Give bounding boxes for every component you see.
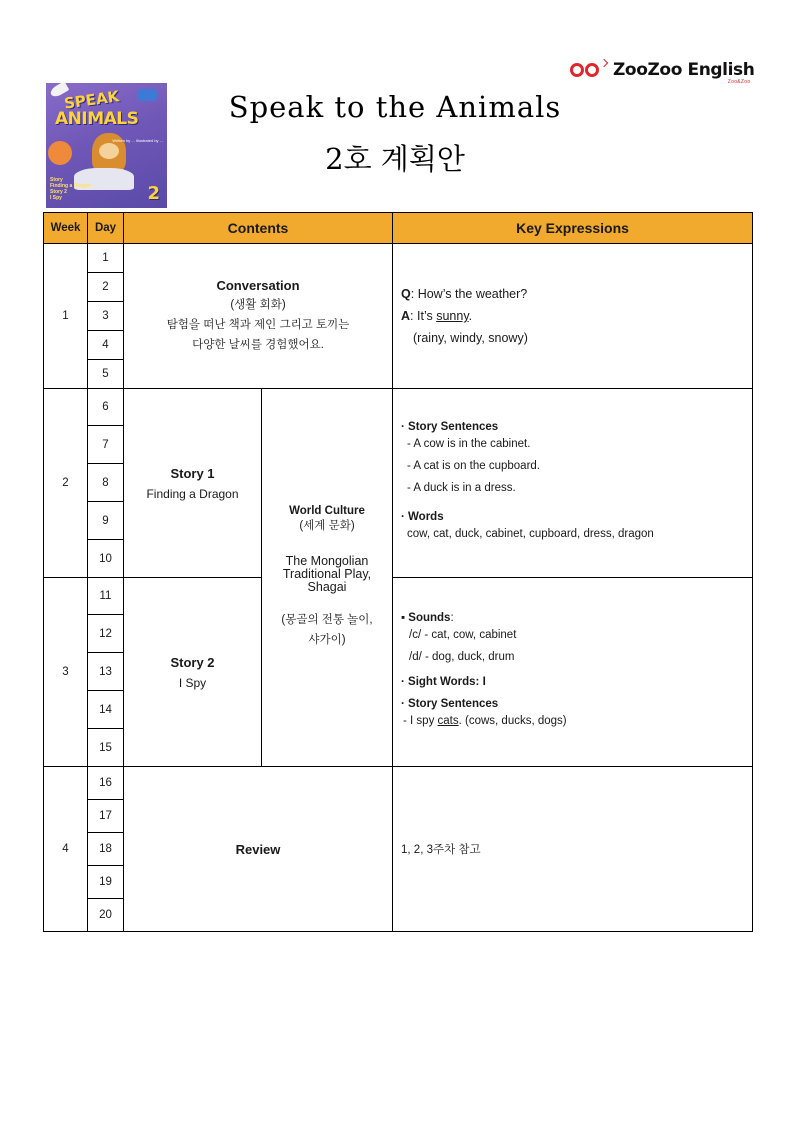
story1-subtitle: Finding a Dragon: [146, 486, 239, 501]
table-row: [44, 244, 753, 273]
story-sentences-heading: · Story Sentences: [401, 421, 499, 433]
table-row: [44, 767, 753, 800]
cover-number: 2: [147, 183, 160, 204]
character-face-icon: [99, 143, 119, 159]
day-cell: 11: [88, 578, 124, 615]
week1-contents: [124, 244, 393, 389]
review-cell: [124, 767, 393, 932]
day-cell: 16: [88, 767, 124, 800]
day-cell: 19: [88, 866, 124, 899]
conversation-title: Conversation: [216, 277, 300, 293]
brand-sub: Zoo&Zoo: [727, 79, 751, 85]
world-culture-ko: (세계 문화): [299, 520, 355, 532]
day-cell: 14: [88, 691, 124, 729]
sight-words: · Sight Words: I: [401, 676, 486, 688]
day-cell: 4: [88, 331, 124, 360]
day-cell: 5: [88, 360, 124, 389]
cover-credits: Written by ... Illustrated by ...: [112, 138, 163, 143]
week1-key: [393, 244, 753, 389]
day-cell: 18: [88, 833, 124, 866]
header-key-expressions: Key Expressions: [393, 213, 753, 244]
day-cell: 9: [88, 502, 124, 540]
brand-name: ZooZoo English: [613, 60, 755, 80]
story-sentence: - A cow is in the cabinet.: [407, 438, 531, 450]
story1-title: Story 1: [170, 465, 215, 481]
badge-icon: [137, 89, 157, 101]
day-cell: 15: [88, 729, 124, 767]
sound-line: /d/ - dog, duck, drum: [409, 651, 515, 663]
review-title: Review: [235, 841, 281, 857]
day-cell: 2: [88, 273, 124, 302]
story-sentence: - A cat is on the cupboard.: [407, 460, 540, 472]
story-sentence: - A duck is in a dress.: [407, 482, 516, 494]
sound-line: /c/ - cat, cow, cabinet: [409, 629, 517, 641]
world-culture-ko-desc: (몽골의 전통 놀이, 샤가이): [281, 614, 373, 646]
story2-cell: [124, 578, 262, 767]
week-cell: 2: [44, 389, 88, 578]
cover-title-top: SPEAK: [63, 87, 121, 113]
story-sentence: - I spy cats. (cows, ducks, dogs): [403, 715, 567, 727]
day-cell: 13: [88, 653, 124, 691]
story2-title: Story 2: [170, 654, 215, 670]
day-cell: 1: [88, 244, 124, 273]
day-cell: 20: [88, 899, 124, 932]
logo-mark-icon: [570, 59, 608, 81]
day-cell: 17: [88, 800, 124, 833]
story2-subtitle: I Spy: [178, 675, 207, 690]
day-cell: 8: [88, 464, 124, 502]
answer-line: A: It’s sunny.: [401, 309, 473, 323]
week2-key: [393, 389, 753, 578]
cover-title-main: ANIMALS: [55, 109, 139, 129]
question-line: Q: How’s the weather?: [401, 287, 528, 301]
table-header-row: [44, 213, 753, 244]
week-cell: 3: [44, 578, 88, 767]
words-list: cow, cat, duck, cabinet, cupboard, dress, dragon: [407, 528, 654, 540]
conversation-desc: 탐험을 떠난 책과 제인 그리고 토끼는: [166, 318, 350, 331]
page-title: Speak to the Animals: [228, 90, 562, 124]
story-sentences-heading: · Story Sentences: [401, 698, 499, 710]
brand-logo: [570, 58, 755, 85]
world-culture-title: World Culture: [289, 505, 365, 517]
world-culture-cell: [262, 389, 393, 767]
day-cell: 12: [88, 615, 124, 653]
week3-key: [393, 578, 753, 767]
week4-key: 1, 2, 3주차 참고: [393, 767, 753, 932]
cover-stories: Story Finding a Dragon Story 2 I Spy: [50, 177, 92, 201]
day-cell: 7: [88, 426, 124, 464]
words-heading: · Words: [401, 511, 444, 523]
table-row: [44, 389, 753, 426]
world-culture-en: The Mongolian Traditional Play, Shagai: [282, 554, 372, 594]
conversation-subtitle: (생활 회화): [230, 298, 286, 311]
sounds-heading: ▪ Sounds:: [401, 612, 454, 624]
answer-alternatives: (rainy, windy, snowy): [413, 331, 528, 345]
conversation-desc: 다양한 날씨를 경험했어요.: [192, 338, 324, 351]
header-week: Week: [44, 213, 88, 244]
day-cell: 10: [88, 540, 124, 578]
book-cover-image: [46, 83, 167, 208]
header-contents: Contents: [124, 213, 393, 244]
week-cell: 4: [44, 767, 88, 932]
day-cell: 3: [88, 302, 124, 331]
planet-icon: [48, 141, 72, 165]
table-row: [44, 578, 753, 615]
week-cell: 1: [44, 244, 88, 389]
day-cell: 6: [88, 389, 124, 426]
story1-cell: [124, 389, 262, 578]
page-subtitle: 2호 계획안: [325, 142, 465, 176]
lesson-plan-table: [43, 212, 753, 932]
header-day: Day: [88, 213, 124, 244]
